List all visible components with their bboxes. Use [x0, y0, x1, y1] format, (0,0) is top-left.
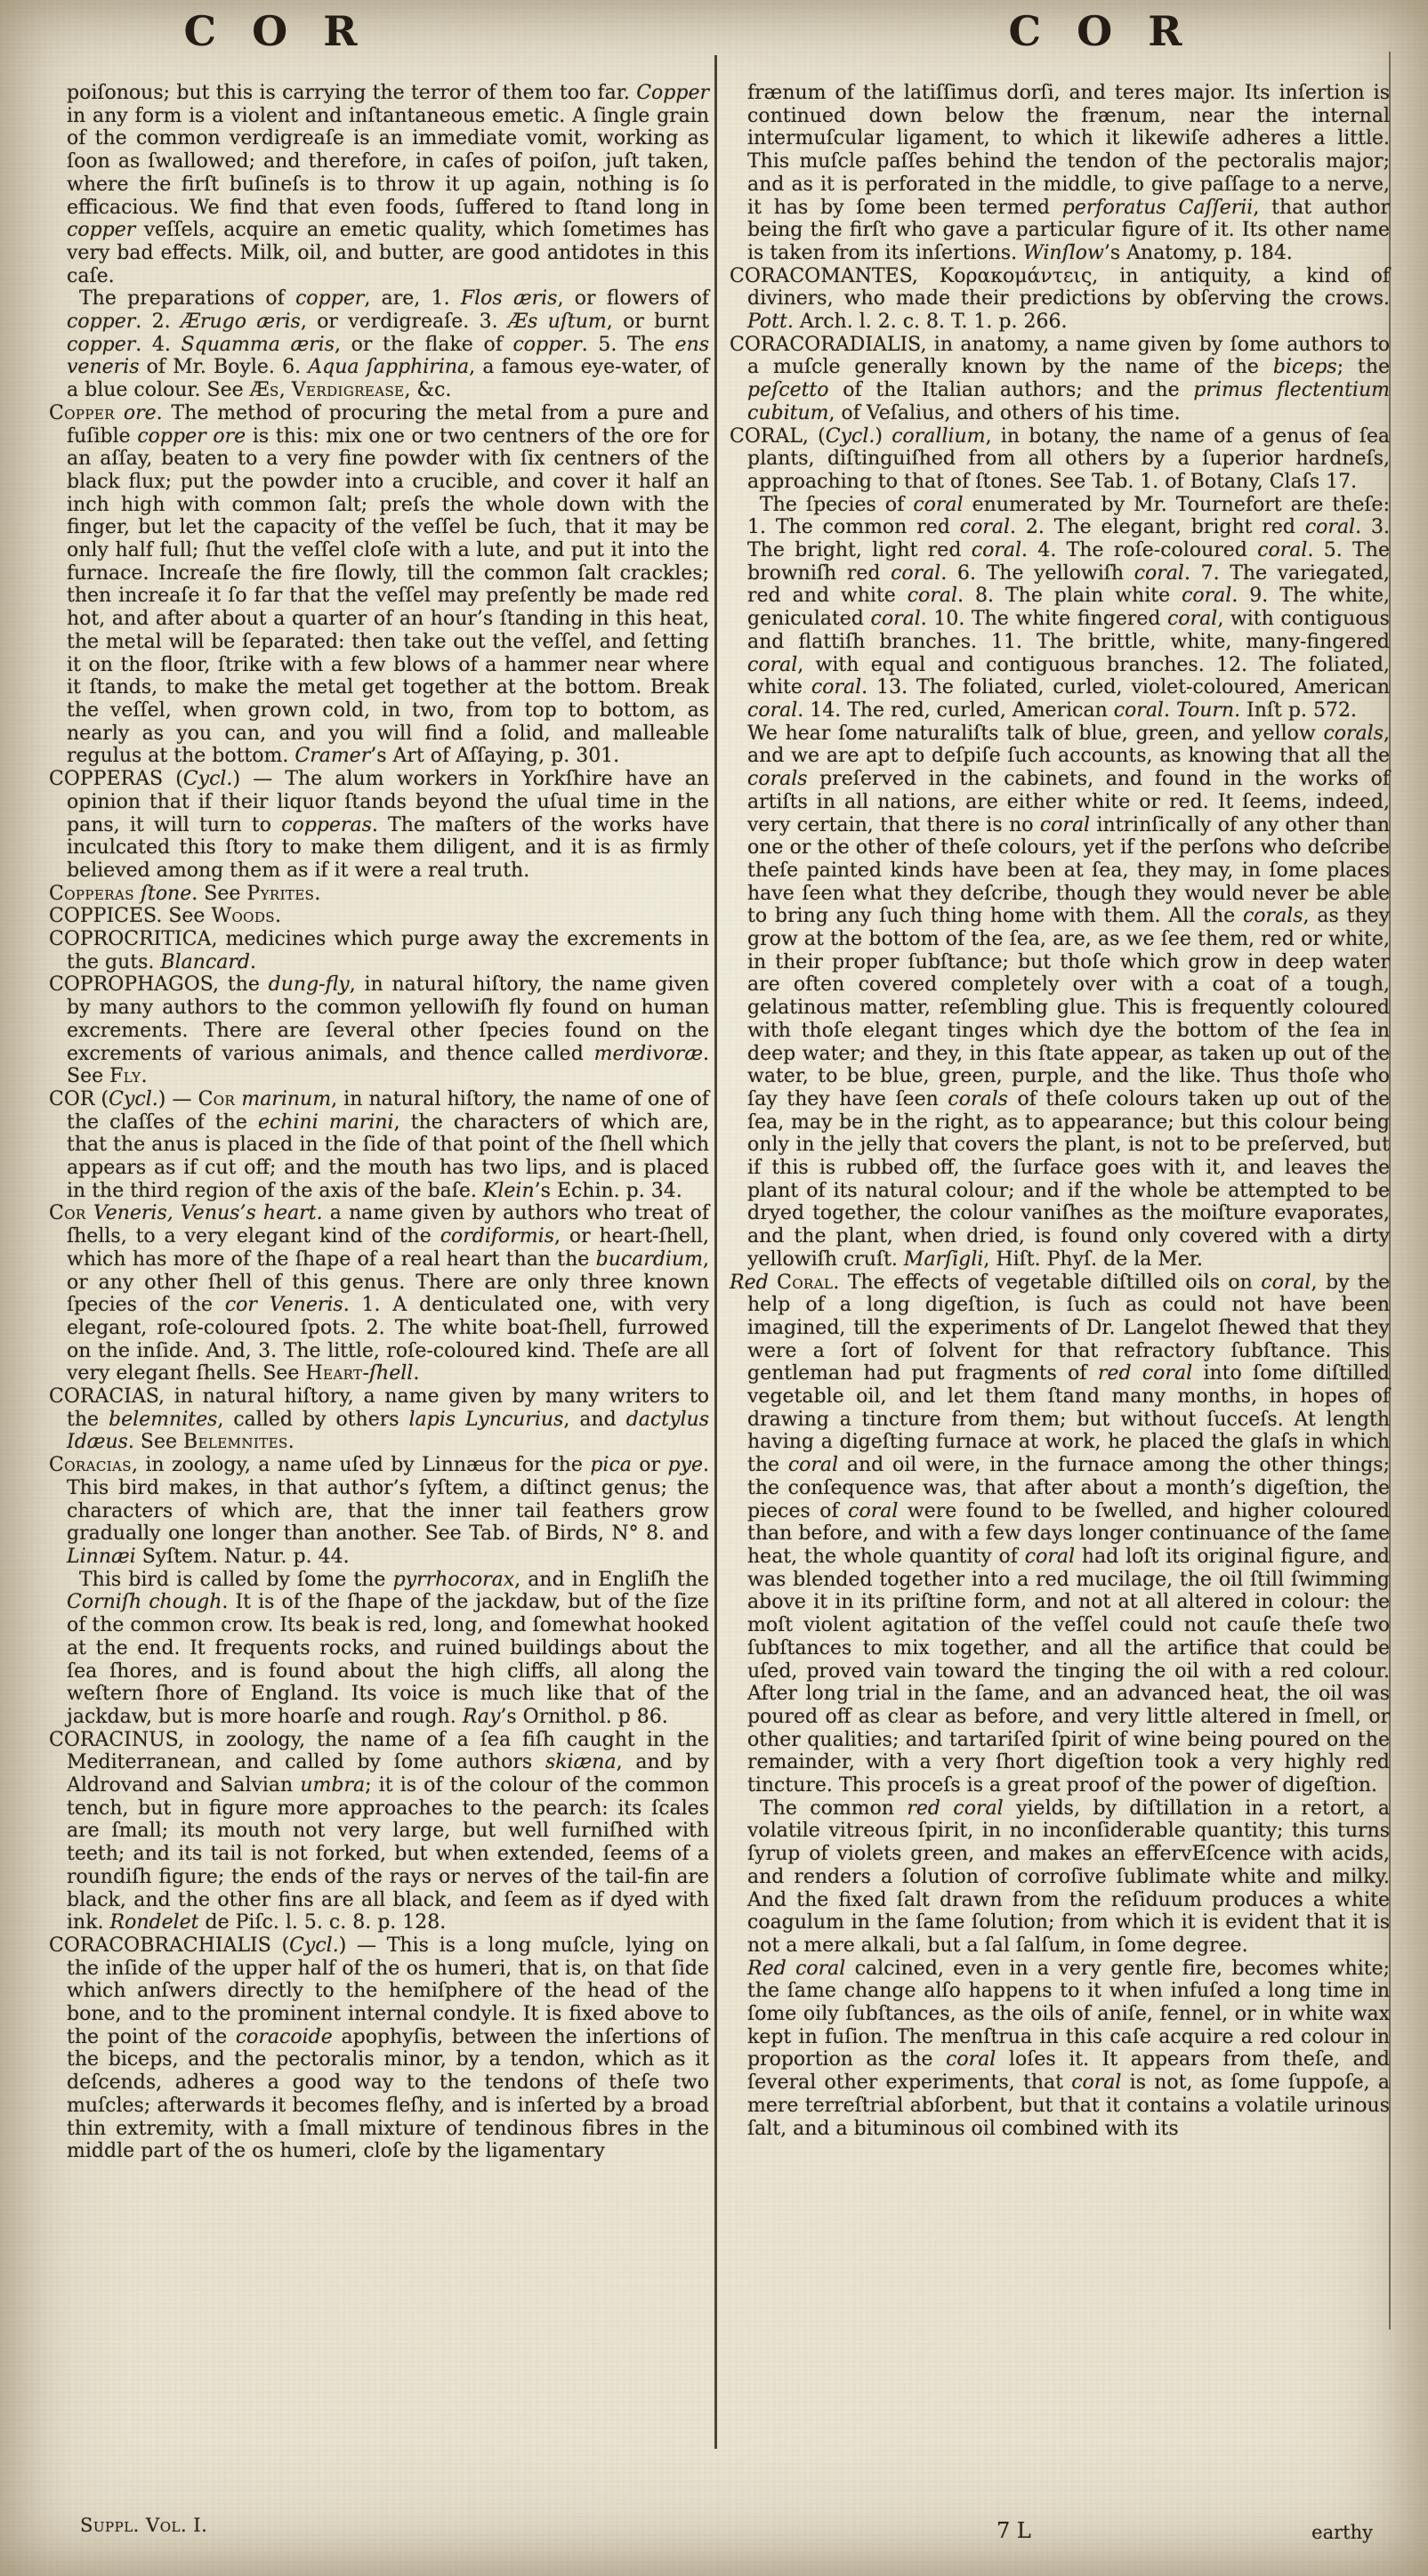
text-segment: . 6. The yellowiſh: [940, 561, 1134, 585]
entry-paragraph: [730, 333, 1391, 425]
text-segment: and oil were, in the furnace among the other things; the conſequence was, that after about a month’s digeſtion, the pieces of: [747, 1454, 1390, 1522]
smallcaps-text: Cor: [49, 1202, 86, 1225]
text-segment: , or flowers of: [557, 287, 710, 311]
italic-text: coral: [1039, 813, 1091, 836]
italic-text: corals: [1242, 905, 1303, 928]
text-segment: [769, 1272, 777, 1294]
text-segment: CORACINUS, in zoology, the name of a ſea fiſh caught in the Mediterranean, and called by ſome authors: [49, 1728, 709, 1774]
text-segment: , that author being the firſt who gave a particular figure of it. Its other name is taken from its inſertions.: [747, 196, 1391, 264]
text-segment: The preparations of: [79, 287, 296, 311]
text-segment: The common: [760, 1797, 908, 1820]
text-segment: is not, as ſome ſuppoſe, a mere terreſtrial abſorbent, but that it contains a volatile urinous ſalt, and a bituminous oil combined with its: [747, 2071, 1391, 2140]
italic-text: coral: [971, 539, 1021, 562]
running-head-left: C O R: [183, 7, 368, 55]
entry-paragraph: [730, 424, 1391, 494]
entry-paragraph: [747, 1958, 1390, 2141]
smallcaps-text: Copperas: [49, 882, 134, 905]
text-segment: ): [875, 424, 892, 448]
text-segment: de Piſc. l. 5. c. 8. p. 128.: [198, 1911, 447, 1934]
text-segment: . The maſters of the works have inculcated this ſtory to make them diligent, and it is as firmly believed among them as if it were a real truth.: [67, 813, 709, 882]
text-segment: Syſtem. Natur. p. 44.: [135, 1546, 350, 1568]
italic-text: Ray: [462, 1705, 501, 1728]
text-segment: . Arch. l. 2. c. 8. T. 1. p. 266.: [787, 311, 1068, 334]
text-segment: , in zoology, a name uſed by Linnæus for the: [131, 1454, 591, 1477]
text-segment: . 3. The bright, light red: [747, 516, 1390, 562]
italic-text: primus flectentium cubitum: [747, 379, 1390, 424]
italic-text: coral: [1261, 1271, 1311, 1294]
italic-text: Linnæi: [67, 1546, 136, 1568]
italic-text: Ærugo æris: [180, 311, 301, 334]
text-segment: , of Veſalius, and others of his time.: [828, 401, 1181, 424]
entry-paragraph: [49, 1385, 709, 1454]
text-segment: The ſpecies of: [760, 493, 914, 516]
text-segment: We hear ſome naturaliſts talk of blue, green, and yellow: [747, 722, 1324, 745]
text-segment: CORACORADIALIS, in anatomy, a name given by ſome authors to a muſcle generally known by the name of the: [730, 333, 1390, 379]
text-segment: . 1. A denticulated one, with very elegant, roſe-coloured ſpots. 2. The white boat-ſhell, furrowed on the inſide. And, 3. The little, roſe-coloured kind. Theſe are all very elegant ſhells. See: [67, 1294, 710, 1385]
italic-text: coral: [891, 561, 941, 585]
italic-text: coral: [1071, 2071, 1122, 2095]
column-divider-rule: [714, 55, 717, 2449]
text-segment: . This bird makes, in that author’s ſyſtem, a diſtinct genus; the characters of which are, that the inner tail feathers grow gradually one longer than another. See Tab. of Birds, N° 8. and: [67, 1454, 709, 1546]
italic-text: bucardium: [595, 1248, 703, 1271]
text-segment: COPROPHAGOS, the: [49, 973, 269, 997]
smallcaps-text: Æs: [249, 379, 279, 402]
text-segment: COPPERAS (: [49, 768, 183, 791]
entry-paragraph: [49, 973, 709, 1088]
italic-text: coral: [946, 2048, 996, 2071]
text-segment: COPROCRITICA, medicines which purge away the excrements in the guts.: [49, 928, 709, 973]
entry-paragraph: [730, 1271, 1390, 1797]
italic-text: coral: [811, 676, 862, 699]
text-segment: , with contiguous and flattiſh branches. 11. The brittle, white, many-fingered: [747, 608, 1390, 653]
italic-text: Æs uſtum: [507, 311, 607, 334]
text-segment: frænum of the latiſſimus dorſi, and teres major. Its inſertion is continued down below the frænum, near the internal intermuſcular ligament, to which it likewiſe adheres a little. This muſcle paſſes behind the tendon of the pectoralis major; and as it is perforated in the middle, to give paſſage to a nerve, it has by ſome been termed: [747, 82, 1390, 219]
italic-text: red coral: [1097, 1362, 1193, 1385]
italic-text: copperas: [281, 813, 372, 836]
italic-text: pyrrhocorax: [392, 1568, 515, 1591]
entry-paragraph: [49, 1087, 709, 1203]
entry-paragraph: [747, 82, 1390, 265]
entry-paragraph: [67, 82, 709, 287]
italic-text: merdivoræ: [593, 1042, 703, 1065]
text-segment: ,: [278, 379, 292, 402]
italic-text: coral: [907, 585, 958, 608]
text-segment: ) — The alum workers in Yorkſhire have an opinion that if their liquor ſtands beyond the uſual time in the pans, it will turn to: [67, 768, 709, 836]
italic-text: coral: [1182, 585, 1232, 608]
smallcaps-text: Copper: [49, 401, 115, 424]
italic-text: coral: [913, 493, 964, 516]
text-segment: preſerved in the cabinets, and found in the works of artiſts in all nations, are either white or red. It ſeems, indeed, very certain, that there is no: [747, 768, 1390, 836]
text-segment: ’s Anatomy, p. 184.: [1103, 241, 1293, 264]
text-segment: . 8. The plain white: [957, 585, 1182, 608]
text-segment: . 5. The browniſh red: [747, 539, 1391, 585]
italic-text: Pott: [747, 311, 787, 334]
entry-paragraph: [49, 928, 709, 973]
entry-paragraph: [49, 905, 709, 928]
italic-text: coral: [787, 1454, 839, 1477]
text-segment: CORACOBRACHIALIS (: [49, 1934, 290, 1957]
italic-text: Rondelet: [109, 1911, 199, 1934]
italic-text: dung-fly: [268, 973, 350, 997]
text-segment: . 10. The white fingered: [920, 608, 1168, 631]
volume-signature: Suppl. Vol. I.: [80, 2515, 208, 2536]
italic-text: copper ore: [137, 424, 246, 448]
text-segment: . 2.: [135, 311, 181, 334]
text-segment: This bird is called by ſome the: [79, 1568, 393, 1591]
italic-text: coral: [1167, 608, 1218, 631]
smallcaps-text: Verdigrease: [291, 379, 405, 402]
column-left: [49, 0, 709, 2163]
italic-text: Cramer: [294, 745, 371, 768]
italic-text: marinum: [241, 1087, 332, 1110]
italic-text: coral: [1024, 1546, 1076, 1568]
italic-text: -ſhell: [362, 1362, 414, 1385]
italic-text: Tourn: [1175, 699, 1235, 722]
text-segment: , a famous eye-water, of a blue colour. See: [67, 356, 709, 402]
text-segment: , and we are apt to deſpiſe ſuch accounts, as knowing that all the: [747, 722, 1390, 768]
text-segment: enumerated by Mr. Tournefort are theſe: 1. The common red: [747, 493, 1390, 539]
text-segment: .: [249, 950, 256, 973]
text-segment: , or burnt: [606, 311, 709, 334]
text-segment: . See: [67, 1042, 709, 1088]
text-segment: ) — This is a long muſcle, lying on the inſide of the upper half of the os humeri, that is, on that ſide which anſwers directly to the hemiſphere of the head of the bone, and to the prominent internal condyle. It is fixed above to the point of the: [67, 1934, 709, 2048]
entry-paragraph: [747, 1797, 1390, 1958]
text-segment: [86, 1202, 93, 1224]
smallcaps-text: Coracias: [49, 1454, 132, 1477]
italic-text: Red: [730, 1271, 769, 1294]
text-segment: , in natural hiſtory, the name given by many authors to the common yellowiſh fly found on human excrements. There are ſeveral other ſpecies found on the excrements of various animals, and thence called: [67, 973, 709, 1065]
text-segment: is this: mix one or two centners of the ore for an aſſay, beaten to a very fine powder with ſix centners of the black flux; put the powder into a crucible, and cover it half an inch high with common ſalt; preſs the whole down with the finger, but let the capacity of the veſſel be ſuch, that it may be only half full; ſhut the veſſel cloſe with a lute, and put it into the furnace. Increaſe the fire ſlowly, till the common ſalt crackles; then increaſe it ſo far that the veſſel may preſently be made red hot, and after about a quarter of an hour’s ſtanding in this heat, the metal will be ſeparated: then take out the veſſel, and ſetting it on the floor, ſtrike with a few blows of a hammer near where it ſtands, to make the metal get together at the bottom. Break the veſſel, when grown cold, in two, from top to bottom, as nearly as you can, and you will find a ſolid, and malleable regulus at the bottom.: [67, 424, 710, 768]
italic-text: Corniſh chough: [67, 1591, 222, 1614]
text-segment: , called by others: [217, 1408, 409, 1431]
italic-text: Winſlow: [1023, 241, 1104, 264]
text-segment: . 9. The white, geniculated: [747, 585, 1390, 631]
text-segment: , in botany, the name of a genus of ſea plants, diſtinguiſhed from all others by a ſuperior hardneſs, approaching to that of ſtones. See Tab. 1. of Botany, Claſs 17.: [747, 424, 1391, 493]
italic-text: Veneris, Venus’s heart.: [93, 1202, 323, 1225]
text-segment: , as they grow at the bottom of the ſea, are, as we ſee them, red or white, in their proper ſubſtance; but thoſe which grow in deep water are often covered completely over with a coat of a tough, gelatinous matter, reſembling glue. This is frequently coloured with thoſe elegant tinges which dye the bottom of the ſea in deep water; and they, in this ſtate appear, as taken up out of the water, to be blue, green, purple, and the like. Thus thoſe who ſay they have ſeen: [747, 905, 1391, 1110]
text-segment: .: [274, 905, 281, 928]
entry-paragraph: [67, 1569, 709, 1729]
smallcaps-text: Heart: [305, 1362, 363, 1385]
text-segment: of Mr. Boyle. 6.: [139, 356, 309, 379]
text-segment: ; it is of the colour of the common tench, but in figure more approaches to the pearch: its ſcales are ſmall; its mouth not very large, but well furniſhed with teeth; and its tail is not forked, but when extended, ſeems of a roundiſh figure; the ends of the rays or nerves of the tail-fin are black, and the other fins are all black, and ſeem as if dyed with ink.: [67, 1774, 709, 1934]
entry-paragraph: [49, 1934, 710, 2163]
text-segment: apophyſis, between the inſertions of the biceps, and the pectoralis minor, by a tendon, which as it deſcends, adheres a good way to the tendons of theſe two muſcles; afterwards it becomes fleſhy, and is inſerted by a broad thin extremity, with a ſmall mixture of tendinous fibres in the middle part of the os humeri, cloſe by the ligamentary: [67, 2025, 710, 2163]
text-segment: . 5. The: [581, 333, 675, 356]
smallcaps-text: Cor: [198, 1087, 236, 1110]
italic-text: Red coral: [747, 1957, 846, 1980]
smallcaps-text: Coral: [777, 1271, 834, 1294]
text-segment: of theſe colours taken up out of the ſea, may be in the right, as to appearance; but this colour being only in the jelly that covers the plant, is not to be preſerved, but if this is rubbed off, the ſurface goes with it, and leaves the plant of its natural colour; and if the whole be attempted to be dryed together, the colour vaniſhes as the moiſture evaporates, and the plant, when dried, is found only covered with a dirty yellowiſh cruſt.: [747, 1087, 1390, 1271]
italic-text: belemnites: [109, 1408, 218, 1431]
italic-text: Flos æris: [460, 287, 558, 311]
italic-text: corallium: [891, 424, 986, 448]
entry-paragraph: [49, 768, 709, 883]
text-segment: .: [287, 1431, 294, 1454]
text-segment: ’s Ornithol. p 86.: [500, 1705, 668, 1728]
italic-text: coral: [1304, 516, 1356, 539]
italic-text: pye: [667, 1454, 703, 1477]
text-segment: or: [631, 1454, 668, 1477]
smallcaps-text: Fly: [109, 1065, 141, 1088]
text-segment: CORACOMANTES, Κορακομάντεις, in antiquity, a kind of diviners, who made their predictions by obſerving the crows.: [730, 264, 1390, 311]
text-segment: , in natural hiſtory, the name of one of the claſſes of the: [67, 1087, 709, 1134]
text-segment: . See: [127, 1431, 184, 1454]
italic-text: copper: [67, 219, 136, 242]
text-segment: . Inſt p. 572.: [1234, 699, 1357, 722]
italic-text: Aqua ſapphirina: [308, 356, 470, 379]
italic-text: pica: [590, 1454, 632, 1477]
text-segment: ’s Echin. p. 34.: [534, 1179, 682, 1202]
text-segment: , by the help of a long digeſtion, is ſuch as could not have been imagined, till the experiments of Dr. Langelot ſhewed that they were a ſort of ſolvent for that refractory ſubſtance. This gentleman had put fragments of: [747, 1271, 1390, 1385]
entry-paragraph: [747, 723, 1390, 1272]
italic-text: coral: [747, 699, 798, 722]
entry-paragraph: [730, 264, 1390, 334]
text-segment: . 2. The elegant, bright red: [1010, 516, 1305, 539]
text-segment: were found to be ſwelled, and higher coloured than before, and with a few days longer continuance of the ſame heat, the whole quantity of: [747, 1499, 1390, 1568]
text-segment: . The effects of vegetable diſtilled oils on: [833, 1271, 1262, 1294]
italic-text: ore: [123, 401, 157, 424]
italic-text: copper: [67, 311, 136, 334]
text-segment: calcined, even in a very gentle fire, becomes white; the ſame change alſo happens to it when infuſed a long time in ſome oily ſubſtances, as the oils of aniſe, fennel, or in white wax kept in fuſion. The menſtrua in this caſe acquire a red colour in proportion as the: [747, 1957, 1391, 2071]
text-segment: , and: [563, 1408, 626, 1431]
smallcaps-text: Belemnites: [183, 1431, 288, 1454]
text-segment: COPPICES. See: [49, 905, 212, 928]
text-segment: . 4. The roſe-coloured: [1021, 539, 1258, 562]
text-segment: in any form is a violent and inſtantaneous emetic. A ſingle grain of the common verdigreaſe is an immediate vomit, working as ſoon as ſwallowed; and therefore, in caſes of poiſon, juſt taken, where the firſt buſineſs is to throw it up again, nothing is ſo efficacious. We find that even foods, ſuffered to ſtand long in: [67, 104, 709, 219]
italic-text: Blancard: [160, 950, 250, 973]
smallcaps-text: Woods: [211, 905, 275, 928]
running-head-right: C O R: [1008, 7, 1193, 55]
text-segment: poiſonous; but this is carrying the terror of them too far.: [67, 82, 637, 104]
italic-text: coral: [1113, 699, 1164, 722]
text-segment: .: [141, 1065, 148, 1088]
text-segment: . The method of procuring the metal from a pure and fuſible: [67, 401, 709, 448]
text-segment: , or heart-ſhell, which has more of the ſhape of a real heart than the: [67, 1225, 709, 1271]
text-segment: loſes it. It appears from theſe, and ſeveral other experiments, that: [747, 2048, 1390, 2095]
italic-text: lapis Lyncurius: [408, 1408, 564, 1431]
italic-text: Cycl.: [825, 424, 875, 448]
text-segment: , with equal and contiguous branches. 12. The foliated, white: [747, 653, 1390, 699]
text-segment: . 13. The foliated, curled, violet-coloured, American: [861, 676, 1391, 699]
italic-text: cor Veneris: [224, 1294, 343, 1317]
column-left-text: [49, 82, 709, 2163]
italic-text: ſtone: [140, 882, 192, 905]
italic-text: copper: [67, 333, 136, 356]
text-segment: CORACIAS, in natural hiſtory, a name given by many writers to the: [49, 1385, 709, 1431]
italic-text: umbra: [300, 1774, 366, 1797]
text-segment: yields, by diſtillation in a retort, a volatile vitreous ſpirit, in no inconſiderable quantity; this turns ſyrup of violets green, and makes an effervEſcence with acids, and renders a ſolution of corroſive ſublimate white and milky. And the fixed ſalt drawn from the reſiduum produces a white coagulum in the ſame ſolution; from which it is evident that it is not a mere alkali, but a ſal ſalſum, in ſome degree.: [747, 1797, 1390, 1957]
text-segment: . 4.: [135, 333, 182, 356]
entry-paragraph: [49, 1728, 709, 1934]
entry-paragraph: [49, 401, 710, 768]
italic-text: coral: [747, 653, 798, 676]
italic-text: Cycl.: [182, 768, 233, 791]
italic-text: coral: [1257, 539, 1308, 562]
entry-paragraph: [67, 287, 709, 402]
italic-text: red coral: [907, 1797, 1004, 1820]
text-segment: CORAL, (: [730, 424, 826, 448]
text-segment: . See: [191, 882, 247, 905]
entry-paragraph: [49, 882, 709, 906]
text-segment: into ſome diſtilled vegetable oil, and let them ſtand many months, in hopes of drawing a tincture from them; but without ſucceſs. At length having a digeſting furnace at work, he placed the glaſs in which the: [747, 1362, 1390, 1477]
text-segment: . 14. The red, curled, American: [797, 699, 1114, 722]
italic-text: Squamma æris: [181, 333, 335, 356]
entry-paragraph: [747, 494, 1390, 723]
text-segment: , the characters of which are, that the anus is placed in the ſide of that point of the ſhell which appears as if cut off; and the mouth has two lips, and is placed in the third region of the axis of the baſe.: [67, 1110, 709, 1202]
italic-text: cordiformis: [440, 1225, 554, 1248]
italic-text: Klein: [482, 1179, 535, 1202]
entry-paragraph: [49, 1454, 709, 1569]
italic-text: peſcetto: [747, 379, 829, 402]
text-segment: intrinſically of any other than one or the other of theſe colours, yet if the perſons who deſcribe theſe painted kinds have been at ſea, they may, in ſome places have ſeen what they deſcribe, though they would never be able to bring any ſuch thing home with them. All the: [747, 813, 1390, 928]
italic-text: corals: [747, 768, 808, 791]
italic-text: echini marini: [257, 1110, 394, 1134]
italic-text: Cycl.: [289, 1934, 339, 1957]
text-segment: veſſels, acquire an emetic quality, which ſometimes has very bad effects. Milk, oil, and butter, are good antidotes in this caſe.: [67, 219, 709, 287]
italic-text: Marſigli: [903, 1248, 984, 1271]
italic-text: corals: [948, 1087, 1008, 1110]
text-segment: , &c.: [404, 379, 452, 402]
text-segment: .: [1163, 699, 1176, 722]
italic-text: skiæna: [545, 1751, 617, 1774]
text-segment: .: [314, 882, 321, 905]
text-segment: , and in Engliſh the: [514, 1568, 710, 1591]
text-segment: [134, 883, 141, 905]
text-segment: , Hiſt. Phyſ. de la Mer.: [983, 1248, 1204, 1271]
italic-text: Copper: [636, 82, 709, 104]
italic-text: perforatus Caſſerii: [1061, 196, 1254, 219]
italic-text: coral: [959, 516, 1011, 539]
text-segment: ; the: [1336, 356, 1391, 379]
text-segment: . It is of the ſhape of the jackdaw, but of the ſize of the common crow. Its beak is red, long, and ſomewhat hooked at the end. It frequents rocks, and ruined buildings about the ſea ſhores, and is found about the high cliffs, all along the weſtern ſhore of England. Its voice is much like that of the jackdaw, but is more hoarſe and rough.: [67, 1591, 710, 1728]
smallcaps-text: Pyrites: [246, 882, 315, 905]
italic-text: corals: [1323, 722, 1384, 745]
column-right: [730, 0, 1390, 2140]
text-segment: of the Italian authors; and the: [828, 379, 1194, 402]
text-segment: had loſt its original figure, and was blended together into a red mucilage, the oil ſtill ſwimming above it in its priſtine form, and not at all altered in colour: the moſt violent agitation of the veſſel could not cauſe theſe two ſubſtances to mix together, and all the artifice that could be uſed, proved vain toward the tinging the oil with a red colour. After long trial in the ſame, and an advanced heat, the oil was poured off as clear as before, and very little altered in ſmell, or other qualities; and tartariſed ſpirit of wine being poured on the remainder, with a very ſhort digeſtion took a very highly red tincture. This proceſs is a great proof of the power of digeſtion.: [747, 1546, 1390, 1797]
sheet-signature: 7 L: [996, 2518, 1031, 2543]
italic-text: coracoide: [235, 2025, 333, 2048]
column-right-text: [730, 82, 1390, 2140]
text-segment: , are, 1.: [364, 287, 461, 311]
italic-text: coral: [1134, 561, 1184, 585]
italic-text: biceps: [1272, 356, 1337, 379]
text-segment: a name given by authors who treat of ſhells, to a very elegant kind of the: [67, 1202, 709, 1248]
text-segment: , or the flake of: [334, 333, 513, 356]
text-segment: ’s Art of Aſſaying, p. 301.: [370, 745, 620, 768]
text-segment: . 7. The variegated, red and white: [747, 561, 1391, 608]
italic-text: dactylus Idæus: [67, 1408, 709, 1454]
text-segment: [115, 402, 124, 424]
italic-text: coral: [848, 1499, 899, 1522]
text-segment: , or any other ſhell of this genus. There are only three known ſpecies of the: [67, 1248, 709, 1317]
italic-text: ens veneris: [67, 333, 710, 379]
entry-paragraph: [49, 1202, 710, 1385]
italic-text: Cycl.: [109, 1087, 158, 1110]
text-segment: .: [413, 1362, 420, 1385]
italic-text: coral: [870, 608, 921, 631]
text-segment: ) —: [157, 1087, 198, 1110]
italic-text: copper: [295, 287, 365, 311]
italic-text: copper: [512, 333, 582, 356]
text-segment: , and by Aldrovand and Salvian: [67, 1751, 709, 1797]
text-segment: , or verdigreaſe. 3.: [300, 311, 508, 334]
catchword: earthy: [1311, 2522, 1373, 2543]
text-segment: COR (: [49, 1087, 109, 1110]
